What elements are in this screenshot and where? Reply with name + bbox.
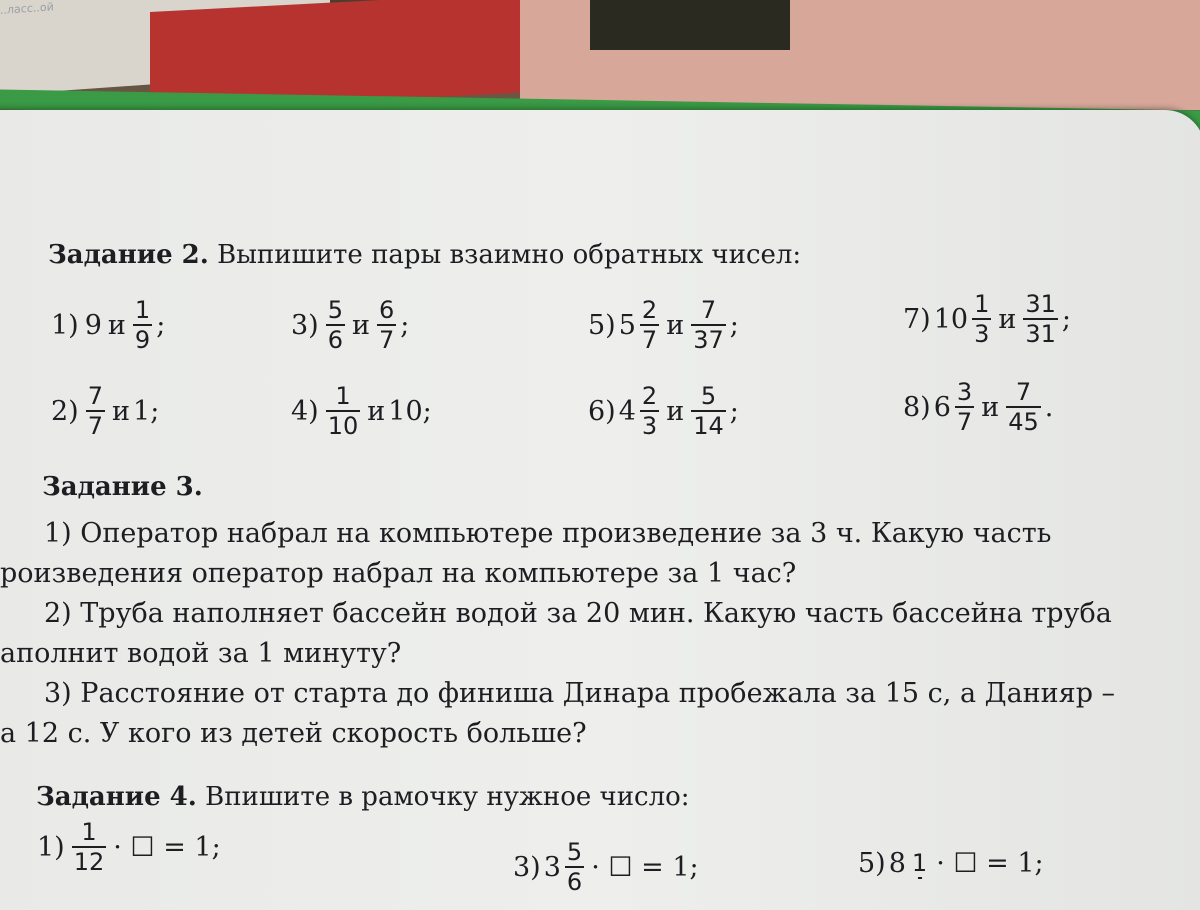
- fraction-denominator: 3: [641, 412, 658, 440]
- item-number: 1): [51, 309, 79, 341]
- fraction-denominator: 12: [73, 848, 105, 876]
- mixed-whole: 8: [888, 848, 906, 879]
- task4-item-3: [510, 838, 702, 896]
- fraction-denominator: 7: [87, 412, 103, 440]
- fraction-denominator: 37: [693, 326, 724, 354]
- punctuation: ;: [422, 395, 432, 427]
- task3-line-5: 3) Расстояние от старта до финиша Динара пробежала за 15 с, а Данияр –: [44, 678, 1116, 709]
- task2-item-8: [900, 378, 1053, 436]
- fraction-a: [326, 296, 345, 354]
- task3-line-2: роизведения оператор набрал на компьютере за 1 час?: [0, 558, 797, 589]
- conjunction: и: [666, 309, 685, 341]
- task3-line-3: 2) Труба наполняет бассейн водой за 20 мин. Какую часть бассейна труба: [44, 598, 1112, 629]
- task2-item-4: [288, 382, 432, 440]
- fraction-b: [377, 296, 396, 354]
- fraction-denominator: 6: [327, 326, 343, 354]
- number-b: 1: [133, 395, 151, 427]
- punctuation: ;: [156, 309, 166, 341]
- fraction-denominator: 7: [956, 408, 973, 436]
- conjunction: и: [998, 303, 1017, 335]
- fraction-numerator: 5: [700, 382, 717, 410]
- fraction-numerator: 6: [379, 296, 395, 324]
- fraction-numerator: 1: [911, 848, 928, 877]
- fraction-denominator: 45: [1008, 408, 1039, 436]
- mixed-whole: 6: [933, 391, 951, 423]
- fraction-numerator: 7: [700, 296, 717, 324]
- fraction-denominator: 10: [327, 412, 359, 440]
- punctuation: ;: [729, 395, 739, 427]
- mixed-whole: 10: [933, 303, 969, 335]
- task3-line-6: а 12 с. У кого из детей скорость больше?: [0, 718, 587, 749]
- fraction: [565, 838, 584, 896]
- fraction-numerator: 1: [81, 818, 97, 846]
- item-number: 7): [903, 303, 931, 335]
- fraction-a: [640, 382, 659, 440]
- item-number: 4): [291, 395, 319, 427]
- task2-item-1: [48, 296, 165, 354]
- item-number: 3): [291, 309, 319, 341]
- item-number: 5): [588, 309, 616, 341]
- equation-rest: · ☐ = 1;: [591, 851, 699, 883]
- fraction-denominator: 6: [566, 868, 583, 896]
- task3-line-1: 1) Оператор набрал на компьютере произведение за 3 ч. Какую часть: [44, 518, 1052, 549]
- fraction-numerator: 5: [566, 838, 583, 866]
- task4-heading: [36, 782, 690, 812]
- task2-item-5: [585, 296, 739, 354]
- punctuation: .: [1044, 391, 1054, 423]
- number-b: 10: [388, 395, 423, 427]
- background-card-text: ..ласс..ой: [0, 0, 54, 17]
- task3-heading: Задание 3.: [42, 472, 203, 502]
- task2-item-2: [48, 382, 159, 440]
- conjunction: и: [981, 391, 1000, 423]
- conjunction: и: [112, 395, 130, 427]
- fraction: [72, 818, 107, 876]
- fraction-denominator: 14: [693, 412, 724, 440]
- task4-item-5: [855, 848, 1047, 879]
- fraction-numerator: 2: [641, 296, 658, 324]
- equation-rest: · ☐ = 1;: [113, 831, 221, 863]
- fraction-numerator: 7: [1015, 378, 1032, 406]
- fraction-a: [972, 290, 991, 348]
- task2-item-6: [585, 382, 739, 440]
- task3-line-4: аполнит водой за 1 минуту?: [0, 638, 402, 669]
- item-number: 6): [588, 395, 616, 427]
- fraction-numerator: 2: [641, 382, 658, 410]
- fraction-denominator: 3: [974, 320, 990, 348]
- fraction: [910, 849, 929, 879]
- task2-heading-bold: Задание 2.: [48, 240, 209, 270]
- fraction-denominator: 7: [641, 326, 658, 354]
- item-number: 1): [37, 831, 65, 863]
- fraction-a: [955, 378, 974, 436]
- item-number: 8): [903, 391, 931, 423]
- mixed-whole: 3: [543, 851, 561, 883]
- task2-heading: [48, 240, 801, 270]
- fraction-numerator: 1: [974, 290, 990, 318]
- fraction-a: [326, 382, 361, 440]
- punctuation: ;: [729, 309, 739, 341]
- conjunction: и: [352, 309, 370, 341]
- task2-item-7: [900, 290, 1071, 348]
- fraction-numerator: 1: [335, 382, 351, 410]
- punctuation: ;: [400, 309, 410, 341]
- fraction-numerator: 3: [956, 378, 973, 406]
- task4-heading-bold: Задание 4.: [36, 782, 197, 812]
- fraction-a: [86, 382, 105, 440]
- fraction-a: [640, 296, 659, 354]
- conjunction: и: [666, 395, 685, 427]
- conjunction: и: [107, 309, 126, 341]
- task2-heading-rest: Выпишите пары взаимно обратных чисел:: [208, 240, 802, 270]
- mixed-whole: 5: [618, 309, 636, 341]
- fraction-b: [133, 296, 152, 354]
- item-number: 5): [858, 848, 886, 879]
- fraction-denominator: 9: [134, 326, 151, 354]
- number-a: 9: [84, 309, 102, 341]
- fraction-b: [691, 382, 726, 440]
- punctuation: ;: [150, 395, 160, 427]
- task2-item-3: [288, 296, 409, 354]
- fraction-b: [1023, 290, 1058, 348]
- item-number: 3): [513, 851, 541, 883]
- fraction-denominator: [918, 877, 922, 879]
- equation-rest: · ☐ = 1;: [936, 848, 1044, 879]
- task4-heading-rest: Впишите в рамочку нужное число:: [196, 782, 690, 812]
- fraction-numerator: 1: [134, 296, 151, 324]
- item-number: 2): [51, 395, 79, 427]
- mixed-whole: 4: [618, 395, 636, 427]
- fraction-denominator: 7: [379, 326, 395, 354]
- fraction-b: [1006, 378, 1041, 436]
- fraction-numerator: 5: [327, 296, 343, 324]
- task4-item-1: [34, 818, 224, 876]
- punctuation: ;: [1061, 303, 1072, 335]
- conjunction: и: [367, 395, 386, 427]
- fraction-denominator: 31: [1025, 320, 1056, 348]
- fraction-numerator: 31: [1025, 290, 1056, 318]
- fraction-b: [691, 296, 726, 354]
- fraction-numerator: 7: [87, 382, 103, 410]
